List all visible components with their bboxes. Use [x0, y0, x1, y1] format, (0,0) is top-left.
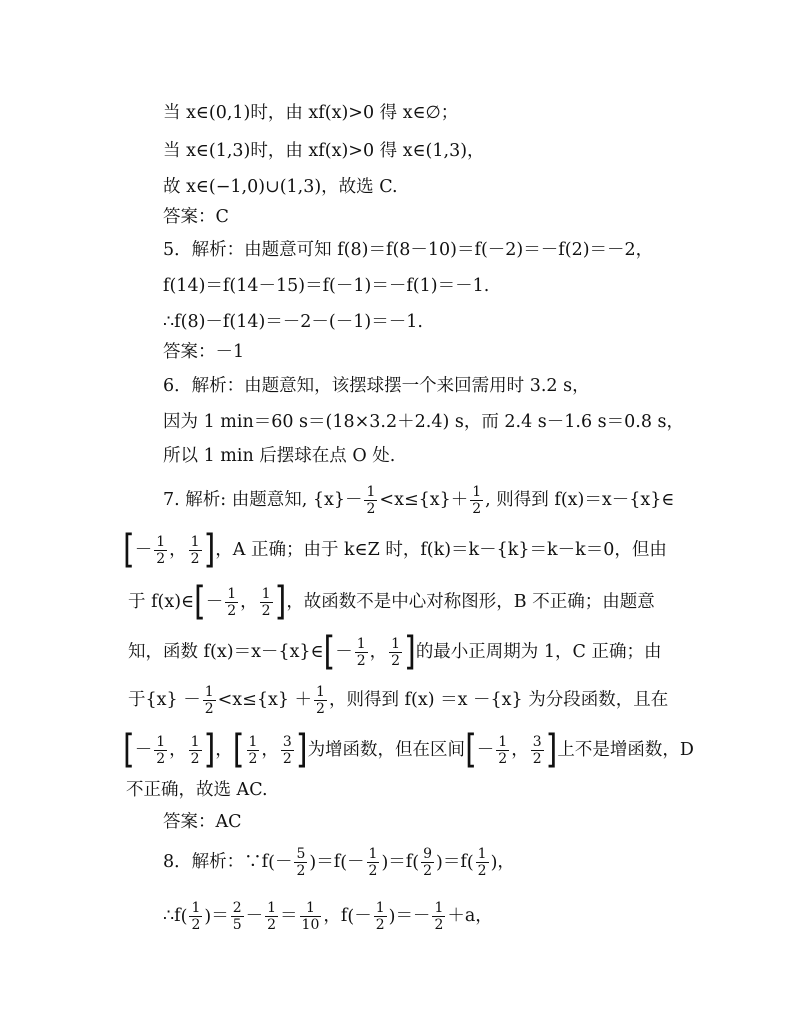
- frac-den: 5: [232, 917, 242, 933]
- text-line: ∴f(8)－f(14)＝－2－(－1)＝－1.: [163, 312, 423, 332]
- fraction: [154, 734, 167, 767]
- paren-close: ): [388, 906, 396, 927]
- fraction: [531, 734, 544, 767]
- text-line: 所以 1 min 后摆球在点 O 处.: [163, 446, 396, 466]
- left-bracket: [: [465, 727, 477, 773]
- q7-text: 于 f(x)∈: [128, 592, 195, 612]
- frac-den: 10: [301, 917, 320, 933]
- frac-num: 1: [227, 586, 237, 602]
- frac-den: 2: [204, 701, 214, 717]
- comma: ，: [369, 642, 388, 662]
- right-bracket: ]: [203, 527, 216, 573]
- q7-text: 于{x} －: [128, 690, 201, 710]
- right-bracket: ]: [545, 727, 558, 773]
- frac-num: 5: [296, 846, 306, 862]
- minus-sign: －: [134, 540, 153, 560]
- paren-close: ): [436, 852, 443, 873]
- frac-den: 2: [477, 863, 487, 879]
- q7-line-5: [128, 684, 668, 717]
- paren-open: (: [412, 852, 420, 873]
- fraction: [281, 734, 294, 767]
- right-bracket: ]: [203, 727, 216, 773]
- fraction: [355, 636, 368, 669]
- minus-sign: －: [205, 592, 224, 612]
- frac-num: 1: [261, 586, 271, 602]
- q8-text: ＝f: [316, 852, 341, 872]
- comma: ，: [169, 740, 187, 760]
- comma: ，: [215, 740, 233, 760]
- frac-den: 2: [261, 603, 271, 619]
- left-bracket: [: [123, 527, 135, 573]
- frac-den: 2: [156, 751, 166, 767]
- paren-open: (: [268, 852, 275, 873]
- frac-num: 1: [434, 900, 444, 916]
- q7-line-6: [123, 727, 694, 773]
- frac-den: 2: [190, 751, 200, 767]
- frac-den: 2: [267, 917, 277, 933]
- frac-num: 1: [472, 484, 482, 500]
- q8-text: ＝f: [442, 852, 467, 872]
- fraction: [231, 900, 244, 933]
- frac-num: 1: [391, 636, 401, 652]
- frac-den: 2: [248, 751, 258, 767]
- comma: ，: [261, 740, 279, 760]
- frac-num: 1: [156, 534, 166, 550]
- right-bracket: ]: [274, 579, 287, 625]
- frac-den: 2: [227, 603, 237, 619]
- q8-text: ＝: [280, 906, 298, 926]
- q7-line-1: [163, 484, 674, 517]
- q7-text: <x≤{x} ＋: [217, 690, 313, 710]
- text-line: 因为 1 min＝60 s＝(18×3.2＋2.4) s，而 2.4 s－1.6 s＝0.8 s，: [163, 412, 685, 432]
- q8-text: 8．解析：∵f: [163, 852, 269, 872]
- q8-text: ∴f: [163, 906, 181, 926]
- fraction: [476, 846, 489, 879]
- left-bracket: [: [323, 629, 336, 675]
- frac-den: 2: [156, 551, 166, 567]
- fraction: [300, 900, 322, 933]
- q7-text: 的最小正周期为 1，C 正确；由: [415, 642, 662, 662]
- frac-num: 3: [532, 734, 542, 750]
- frac-num: 9: [423, 846, 432, 862]
- paren-close: ): [204, 906, 212, 927]
- fraction: [203, 684, 216, 717]
- text-line: 当 x∈(0,1)时，由 xf(x)>0 得 x∈∅；: [163, 103, 459, 123]
- left-bracket: [: [232, 727, 245, 773]
- fraction: [265, 900, 278, 933]
- frac-num: 1: [300, 900, 322, 917]
- frac-den: 2: [191, 917, 201, 933]
- frac-num: 1: [375, 900, 385, 916]
- frac-den: 2: [282, 751, 292, 767]
- fraction: [225, 586, 238, 619]
- frac-den: 2: [368, 863, 378, 879]
- q7-text: 7. 解析: 由题意知, {x}－: [163, 490, 363, 510]
- q8-text: ，: [497, 852, 515, 872]
- q7-line-3: [128, 579, 655, 625]
- frac-den: 2: [356, 653, 366, 669]
- frac-num: 1: [156, 734, 166, 750]
- minus-sign: －: [347, 852, 365, 872]
- q8-text: ＝－: [395, 906, 431, 926]
- frac-num: 1: [190, 534, 200, 550]
- fraction: [421, 846, 434, 879]
- text-line: 5．解析：由题意可知 f(8)＝f(8－10)＝f(－2)＝－f(2)＝－2，: [163, 240, 654, 260]
- q7-text: 上不是增函数，D: [557, 740, 694, 760]
- frac-den: 2: [532, 751, 542, 767]
- fraction: [470, 484, 483, 517]
- paren-open: (: [347, 906, 355, 927]
- q8-line-1: [163, 846, 515, 879]
- answer-line: 答案：－1: [163, 342, 245, 362]
- frac-den: 2: [391, 653, 401, 669]
- fraction: [154, 534, 167, 567]
- text-line: 故 x∈(−1,0)∪(1,3)，故选 C.: [163, 177, 398, 197]
- q8-line-2: [163, 900, 493, 933]
- q8-text: ＋a，: [447, 906, 493, 926]
- minus-sign: －: [274, 852, 293, 872]
- frac-num: 1: [356, 636, 366, 652]
- minus-sign: －: [134, 740, 153, 760]
- paren-open: (: [466, 852, 474, 873]
- frac-num: 1: [368, 846, 378, 862]
- frac-num: 1: [204, 684, 214, 700]
- fraction: [189, 734, 202, 767]
- left-bracket: [: [194, 579, 206, 625]
- q7-text: , 则得到 f(x)＝x－{x}∈: [485, 490, 675, 510]
- q7-text: 为增函数，但在区间: [307, 740, 466, 760]
- q8-text: ＝: [211, 906, 229, 926]
- answer-line: 答案：C: [163, 207, 229, 227]
- frac-den: 2: [498, 751, 508, 767]
- paren-close: ): [309, 852, 317, 873]
- right-bracket: ]: [404, 629, 416, 675]
- fraction: [389, 636, 402, 669]
- fraction: [367, 846, 380, 879]
- fraction: [314, 684, 327, 717]
- q7-text: 知，函数 f(x)＝x－{x}∈: [128, 642, 324, 662]
- fraction: [294, 846, 307, 879]
- frac-num: 1: [316, 684, 325, 700]
- text-line: f(14)＝f(14－15)＝f(－1)＝－f(1)＝－1.: [163, 276, 490, 296]
- fraction: [247, 734, 260, 767]
- fraction: [496, 734, 509, 767]
- frac-den: 2: [190, 551, 200, 567]
- minus-sign: －: [354, 906, 372, 926]
- frac-num: 1: [498, 734, 508, 750]
- comma: ，: [240, 592, 258, 612]
- frac-den: 2: [375, 917, 385, 933]
- paren-open: (: [340, 852, 348, 873]
- frac-num: 1: [366, 484, 376, 500]
- paren-open: (: [180, 906, 188, 927]
- q7-line-7: 不正确，故选 AC.: [126, 780, 268, 800]
- q7-line-4: [128, 629, 662, 675]
- q8-text: －: [245, 906, 264, 926]
- frac-den: 2: [423, 863, 432, 879]
- paren-close: ): [381, 852, 389, 873]
- frac-den: 2: [366, 501, 376, 517]
- frac-den: 2: [296, 863, 306, 879]
- q7-text: ，A 正确；由于 k∈Z 时，f(k)＝k－{k}＝k－k＝0，但由: [215, 540, 667, 560]
- fraction: [260, 586, 273, 619]
- frac-num: 2: [232, 900, 242, 916]
- answer-line: 答案：AC: [163, 812, 242, 832]
- paren-close: ): [490, 852, 498, 873]
- frac-den: 2: [316, 701, 325, 717]
- minus-sign: －: [335, 642, 353, 662]
- fraction: [364, 484, 377, 517]
- comma: ，: [169, 540, 187, 560]
- frac-num: 3: [282, 734, 292, 750]
- comma: ，: [511, 740, 529, 760]
- text-line: 当 x∈(1,3)时，由 xf(x)>0 得 x∈(1,3)，: [163, 141, 485, 161]
- frac-den: 2: [434, 917, 444, 933]
- minus-sign: －: [476, 740, 495, 760]
- q7-text: ，故函数不是中心对称图形，B 不正确；由题意: [286, 592, 655, 612]
- frac-num: 1: [191, 900, 201, 916]
- frac-num: 1: [190, 734, 200, 750]
- left-bracket: [: [123, 727, 135, 773]
- text-line: 6．解析：由题意知，该摆球摆一个来回需用时 3.2 s，: [163, 376, 590, 396]
- frac-num: 1: [267, 900, 277, 916]
- fraction: [432, 900, 445, 933]
- q7-text: <x≤{x}＋: [379, 490, 469, 510]
- q7-line-2: [123, 527, 667, 573]
- q8-text: ＝f: [388, 852, 413, 872]
- right-bracket: ]: [295, 727, 308, 773]
- fraction: [189, 534, 202, 567]
- frac-den: 2: [472, 501, 482, 517]
- q8-text: ，f: [323, 906, 348, 926]
- frac-num: 1: [477, 846, 487, 862]
- frac-num: 1: [248, 734, 258, 750]
- q7-text: ，则得到 f(x) ＝x －{x} 为分段函数，且在: [328, 690, 669, 710]
- fraction: [374, 900, 387, 933]
- fraction: [189, 900, 202, 933]
